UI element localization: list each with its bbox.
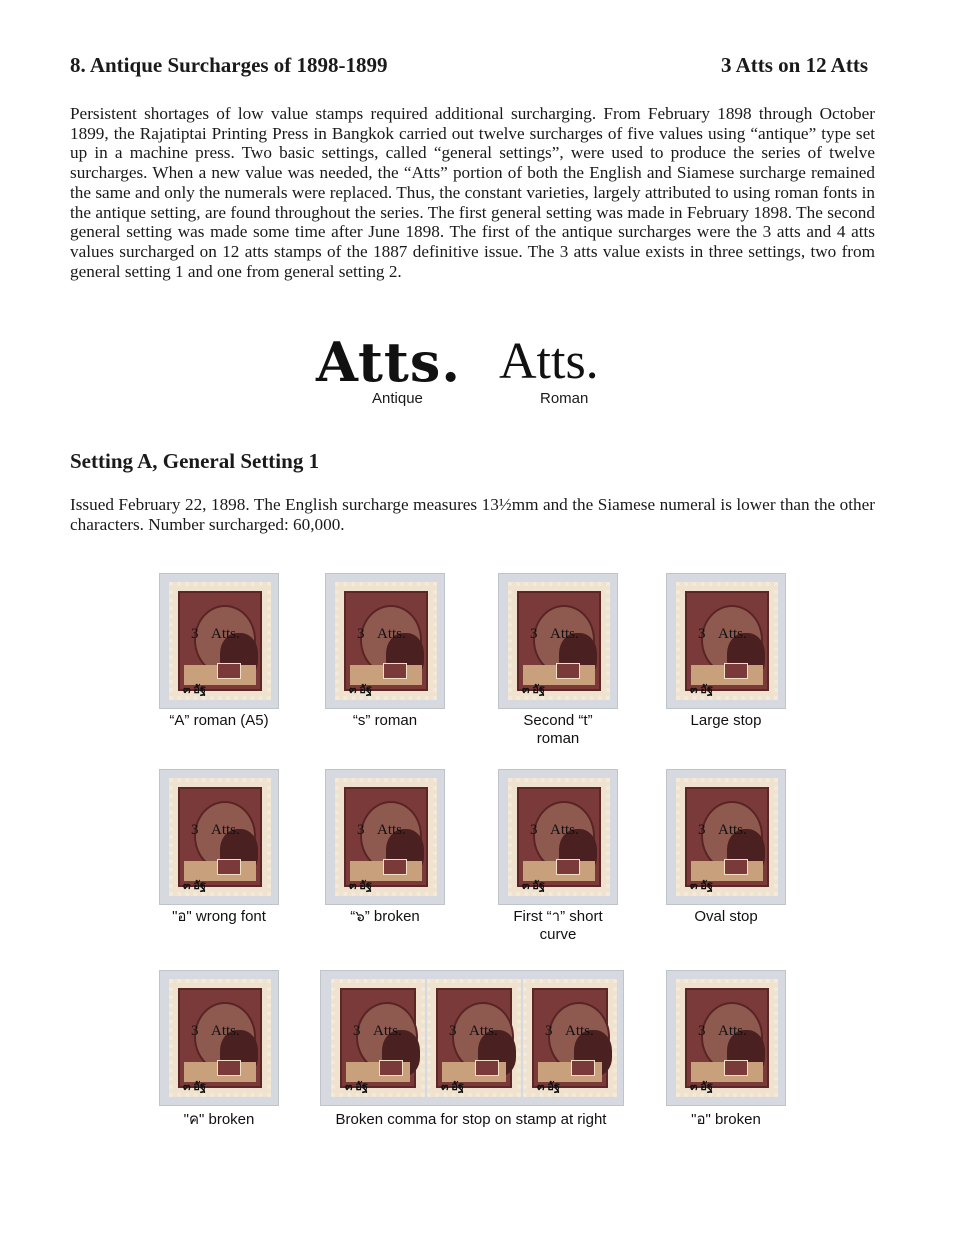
surcharge-atts: Atts. — [718, 626, 747, 642]
surcharge-atts: Atts. — [377, 822, 406, 838]
surcharge-siamese: ๓ อัฐ — [441, 1081, 464, 1093]
surcharge-numeral: 3 — [191, 822, 199, 838]
stamp-mount — [159, 769, 279, 905]
font-comparison — [316, 330, 646, 410]
surcharge-atts: Atts. — [377, 626, 406, 642]
surcharge-siamese: ๓ อัฐ — [349, 684, 372, 696]
stamp-caption: First “า” short curve — [513, 908, 603, 943]
stamp-caption: "อ" wrong font — [172, 908, 266, 925]
surcharge-numeral: 3 — [357, 822, 365, 838]
stamp-image — [508, 778, 610, 896]
surcharge-siamese: ๓ อัฐ — [183, 1081, 206, 1093]
surcharge-numeral: 3 — [530, 822, 538, 838]
surcharge-siamese: ๓ อัฐ — [345, 1081, 368, 1093]
stamp-caption: Second “t” roman — [523, 712, 593, 747]
surcharge-siamese: ๓ อัฐ — [349, 880, 372, 892]
surcharge-atts: Atts. — [550, 822, 579, 838]
roman-sample: Atts. — [499, 333, 599, 390]
surcharge-numeral: 3 — [353, 1023, 361, 1039]
stamp-mount — [159, 573, 279, 709]
stamp-mount — [325, 573, 445, 709]
stamp-image — [508, 582, 610, 700]
stamp-mount — [498, 769, 618, 905]
surcharge-numeral: 3 — [698, 1023, 706, 1039]
stamp-caption: "ค" broken — [183, 1111, 255, 1128]
surcharge-atts: Atts. — [211, 822, 240, 838]
stamp-caption: Oval stop — [694, 908, 758, 925]
stamp-image — [676, 979, 778, 1097]
antique-label: Antique — [372, 390, 423, 407]
surcharge-atts: Atts. — [373, 1023, 402, 1039]
surcharge-siamese: ๓ อัฐ — [537, 1081, 560, 1093]
stamp-mount — [159, 970, 279, 1106]
stamp-image — [427, 979, 521, 1097]
postage-panel — [724, 859, 748, 875]
surcharge-atts: Atts. — [565, 1023, 594, 1039]
surcharge-numeral: 3 — [191, 626, 199, 642]
stamp-image — [169, 582, 271, 700]
surcharge-numeral: 3 — [698, 626, 706, 642]
postage-panel — [383, 663, 407, 679]
postage-panel — [383, 859, 407, 875]
surcharge-atts: Atts. — [211, 626, 240, 642]
surcharge-atts: Atts. — [718, 822, 747, 838]
surcharge-siamese: ๓ อัฐ — [183, 880, 206, 892]
stamp-caption: “๖” broken — [350, 908, 420, 925]
value-heading: 3 Atts on 12 Atts — [720, 53, 868, 77]
surcharge-siamese: ๓ อัฐ — [690, 880, 713, 892]
stamp-caption: Broken comma for stop on stamp at right — [335, 1111, 607, 1128]
surcharge-atts: Atts. — [718, 1023, 747, 1039]
postage-panel — [475, 1060, 499, 1076]
postage-panel — [217, 859, 241, 875]
stamp-caption: "อ" broken — [691, 1111, 761, 1128]
surcharge-siamese: ๓ อัฐ — [690, 1081, 713, 1093]
surcharge-siamese: ๓ อัฐ — [522, 684, 545, 696]
postage-panel — [571, 1060, 595, 1076]
surcharge-siamese: ๓ อัฐ — [690, 684, 713, 696]
postage-panel — [217, 663, 241, 679]
surcharge-numeral: 3 — [449, 1023, 457, 1039]
postage-panel — [724, 1060, 748, 1076]
surcharge-atts: Atts. — [550, 626, 579, 642]
stamp-mount — [320, 970, 624, 1106]
postage-panel — [724, 663, 748, 679]
stamp-image — [676, 778, 778, 896]
stamp-caption: Large stop — [690, 712, 762, 729]
surcharge-numeral: 3 — [357, 626, 365, 642]
stamp-image — [335, 778, 437, 896]
stamp-mount — [666, 769, 786, 905]
intro-paragraph: Persistent shortages of low value stamps required additional surcharging. From February 1898 through October 1899, the Rajatiptai Printing Press in Bangkok carried out twelve surcharges of five values using “antique” type set up in a machine press. Two basic settings, called “general settings”, were used to produce the series of twelve surcharges. When a new value was needed, the “Atts” portion of both the English and Siamese surcharge remained the same and only the numerals were replaced. Thus, the constant varieties, largely attributed to using roman fonts in the antique setting, are found throughout the series. The first general setting was made in February 1898. The second general setting was made some time after June 1898. The first of the antique surcharges were the 3 atts and 4 atts values surcharged on 12 atts stamps of the 1887 definitive issue. The 3 atts value exists in three settings, two from general setting 1 and one from general setting 2. — [70, 104, 875, 281]
stamp-mount — [498, 573, 618, 709]
postage-panel — [379, 1060, 403, 1076]
surcharge-numeral: 3 — [545, 1023, 553, 1039]
stamp-caption: “A” roman (A5) — [169, 712, 269, 729]
stamp-image — [331, 979, 425, 1097]
stamp-mount — [666, 970, 786, 1106]
postage-panel — [217, 1060, 241, 1076]
setting-description: Issued February 22, 1898. The English surcharge measures 13½mm and the Siamese numeral is lower than the other characters. Number surcharged: 60,000. — [70, 495, 875, 534]
surcharge-siamese: ๓ อัฐ — [522, 880, 545, 892]
stamp-image — [169, 778, 271, 896]
stamp-image — [335, 582, 437, 700]
section-heading: 8. Antique Surcharges of 1898-1899 — [70, 53, 388, 77]
stamp-image — [169, 979, 271, 1097]
surcharge-numeral: 3 — [191, 1023, 199, 1039]
roman-label: Roman — [540, 390, 589, 407]
postage-panel — [556, 663, 580, 679]
setting-title: Setting A, General Setting 1 — [70, 449, 320, 473]
stamp-image — [523, 979, 617, 1097]
stamp-caption: “s” roman — [352, 712, 418, 729]
postage-panel — [556, 859, 580, 875]
surcharge-atts: Atts. — [469, 1023, 498, 1039]
stamp-mount — [666, 573, 786, 709]
surcharge-numeral: 3 — [530, 626, 538, 642]
surcharge-numeral: 3 — [698, 822, 706, 838]
surcharge-siamese: ๓ อัฐ — [183, 684, 206, 696]
surcharge-atts: Atts. — [211, 1023, 240, 1039]
antique-sample: Atts. — [316, 330, 462, 394]
stamp-image — [676, 582, 778, 700]
stamp-mount — [325, 769, 445, 905]
